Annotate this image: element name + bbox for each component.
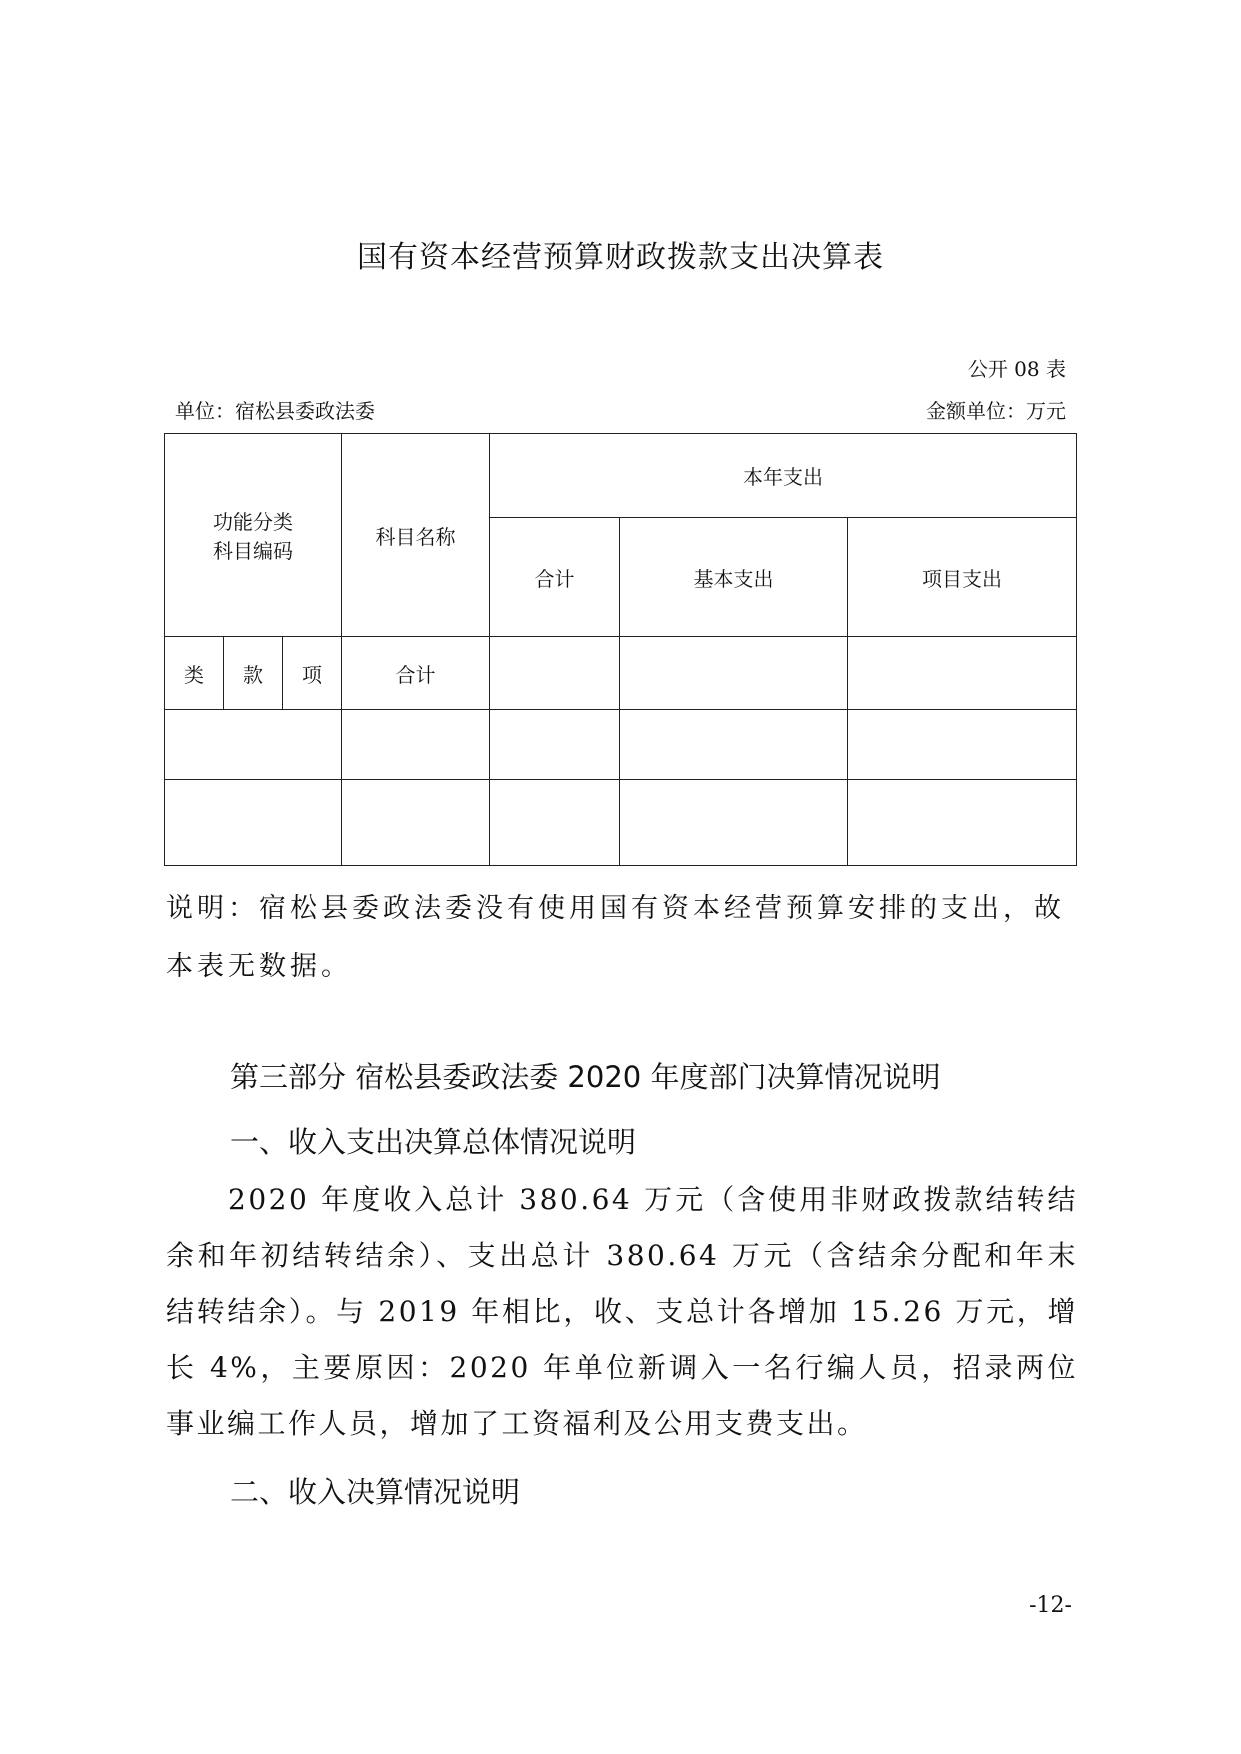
cell-subject bbox=[342, 780, 490, 866]
header-basic-expense: 基本支出 bbox=[620, 518, 848, 637]
cell-code bbox=[165, 780, 342, 866]
table-row bbox=[165, 780, 1077, 866]
amount-unit-label: 金额单位：万元 bbox=[926, 399, 1066, 423]
col-xiang: 项 bbox=[283, 637, 342, 710]
col-lei: 类 bbox=[165, 637, 224, 710]
header-function-code-line2: 科目编码 bbox=[213, 539, 293, 563]
cell-basic bbox=[620, 710, 848, 780]
section1-title: 一、收入支出决算总体情况说明 bbox=[230, 1125, 637, 1159]
cell-basic bbox=[620, 780, 848, 866]
section1-paragraph: 2020 年度收入总计 380.64 万元（含使用非财政拨款结转结余和年初结转结余）、支出总计 380.64 万元（含结余分配和年末结转结余）。与 2019 年相比，收、支总计各增加 15.26 万元，增长 4%，主要原因：2020 年单位新调入一名行编人员，招录两位事业编工作人员，增加了工资福利及公用支费支出。 bbox=[166, 1183, 1078, 1440]
cell-subject bbox=[342, 710, 490, 780]
header-total: 合计 bbox=[490, 518, 620, 637]
page-number: -12- bbox=[1029, 1593, 1072, 1618]
cell-code bbox=[165, 710, 342, 780]
table-note: 说明：宿松县委政法委没有使用国有资本经营预算安排的支出，故本表无数据。 bbox=[166, 893, 1065, 982]
cell-project bbox=[848, 780, 1077, 866]
cell-total bbox=[490, 637, 620, 710]
table-row bbox=[165, 710, 1077, 780]
header-function-code bbox=[165, 434, 342, 637]
col-kuan: 款 bbox=[224, 637, 283, 710]
table-number: 公开 08 表 bbox=[967, 357, 1066, 381]
budget-table bbox=[164, 433, 1077, 866]
header-this-year-expense: 本年支出 bbox=[490, 434, 1077, 518]
header-project-expense: 项目支出 bbox=[848, 518, 1077, 637]
header-subject-name: 科目名称 bbox=[342, 434, 490, 637]
section2-title: 二、收入决算情况说明 bbox=[230, 1475, 521, 1509]
row-total-label: 合计 bbox=[342, 637, 490, 710]
cell-project bbox=[848, 637, 1077, 710]
cell-total bbox=[490, 780, 620, 866]
cell-basic bbox=[620, 637, 848, 710]
cell-project bbox=[848, 710, 1077, 780]
header-function-code-line1: 功能分类 bbox=[213, 510, 293, 534]
cell-total bbox=[490, 710, 620, 780]
part-title: 第三部分 宿松县委政法委 2020 年度部门决算情况说明 bbox=[230, 1060, 941, 1094]
page-title: 国有资本经营预算财政拨款支出决算表 bbox=[357, 240, 884, 275]
unit-label: 单位：宿松县委政法委 bbox=[175, 399, 375, 423]
